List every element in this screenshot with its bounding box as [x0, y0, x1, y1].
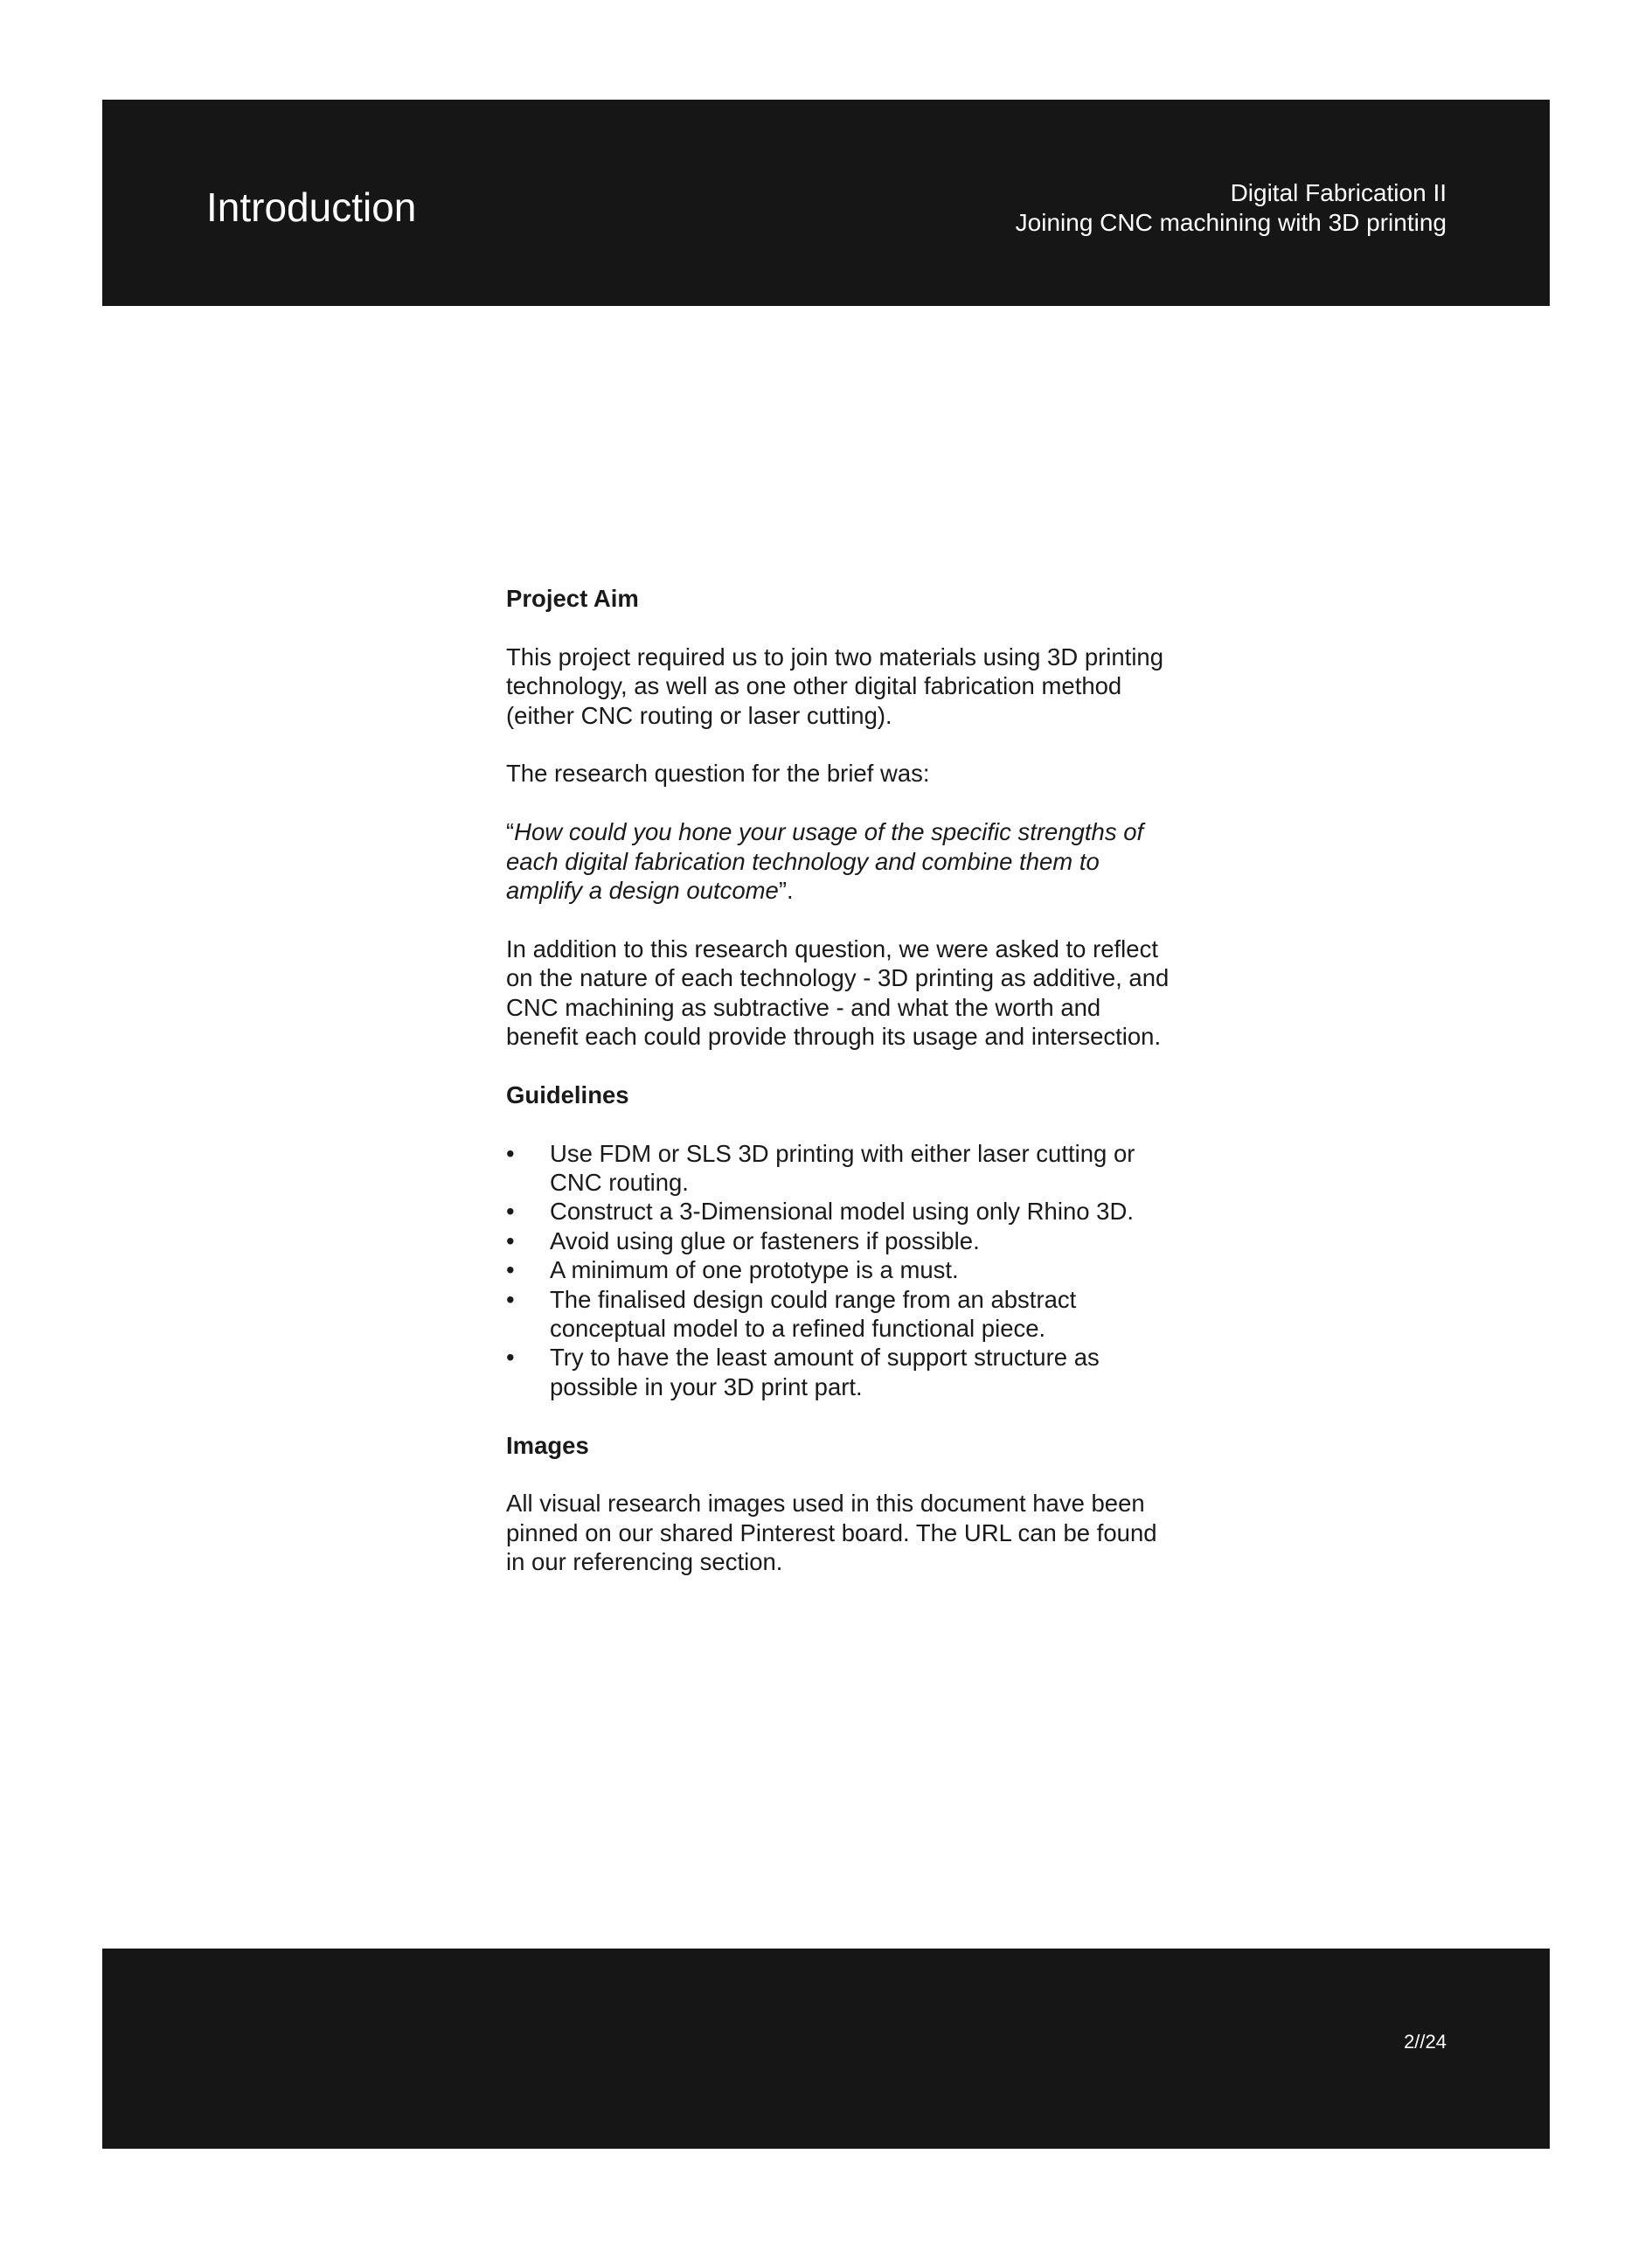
research-question-lead: The research question for the brief was:: [506, 760, 930, 788]
guideline-item: [506, 1226, 1170, 1255]
course-title: Digital Fabrication II: [1230, 179, 1447, 206]
section-title: Introduction: [206, 184, 417, 230]
bullet-icon: •: [506, 1344, 515, 1372]
header-band: [102, 100, 1550, 306]
main-content: [506, 584, 1170, 1577]
bullet-icon: •: [506, 1285, 515, 1313]
project-aim-section: [506, 584, 1170, 1051]
quote-open-mark: “: [506, 818, 515, 846]
guideline-item: [506, 1197, 1170, 1226]
guideline-text: Try to have the least amount of support structure as possible in your 3D print part.: [550, 1344, 1100, 1400]
guideline-text: The finalised design could range from an abstract conceptual model to a refined functional piece.: [550, 1285, 1077, 1343]
images-section: [506, 1431, 1170, 1577]
footer-band: [102, 1949, 1550, 2149]
guideline-item: [506, 1343, 1170, 1401]
guideline-text: Construct a 3-Dimensional model using only Rhino 3D.: [550, 1198, 1134, 1226]
guidelines-heading: Guidelines: [506, 1080, 629, 1108]
guidelines-list: [506, 1139, 1170, 1402]
guideline-text: A minimum of one prototype is a must.: [550, 1256, 959, 1284]
images-heading: Images: [506, 1431, 589, 1459]
bullet-icon: •: [506, 1226, 515, 1254]
project-aim-intro: This project required us to join two materials using 3D printing technology, as well as one other digital fabrication method (either CNC routing or laser cutting).: [506, 643, 1164, 729]
quote-close-mark: ”.: [778, 877, 794, 905]
course-subtitle: Joining CNC machining with 3D printing: [1015, 209, 1447, 236]
guideline-item: [506, 1255, 1170, 1284]
guideline-item: [506, 1285, 1170, 1344]
project-aim-heading: Project Aim: [506, 585, 639, 612]
reflection-paragraph: In addition to this research question, we were asked to reflect on the nature of each technology - 3D printing as additive, and CNC machining as subtractive - and what the worth and benefit each could provide through its usage and intersection.: [506, 934, 1170, 1051]
images-paragraph: All visual research images used in this document have been pinned on our shared Pinterest board. The URL can be found in our referencing section.: [506, 1490, 1157, 1576]
guideline-item: [506, 1139, 1170, 1198]
research-question-quote: [506, 817, 1170, 905]
course-info: [1016, 178, 1447, 238]
page-number: 2//24: [1404, 2031, 1447, 2053]
quote-text: How could you hone your usage of the specific strengths of each digital fabrication technology and combine them to amplify a design outcome: [506, 818, 1144, 905]
guideline-text: Use FDM or SLS 3D printing with either laser cutting or CNC routing.: [550, 1139, 1135, 1197]
bullet-icon: •: [506, 1256, 515, 1284]
bullet-icon: •: [506, 1139, 515, 1167]
bullet-icon: •: [506, 1198, 515, 1226]
guideline-text: Avoid using glue or fasteners if possible.: [550, 1226, 980, 1254]
guidelines-section: [506, 1080, 1170, 1401]
